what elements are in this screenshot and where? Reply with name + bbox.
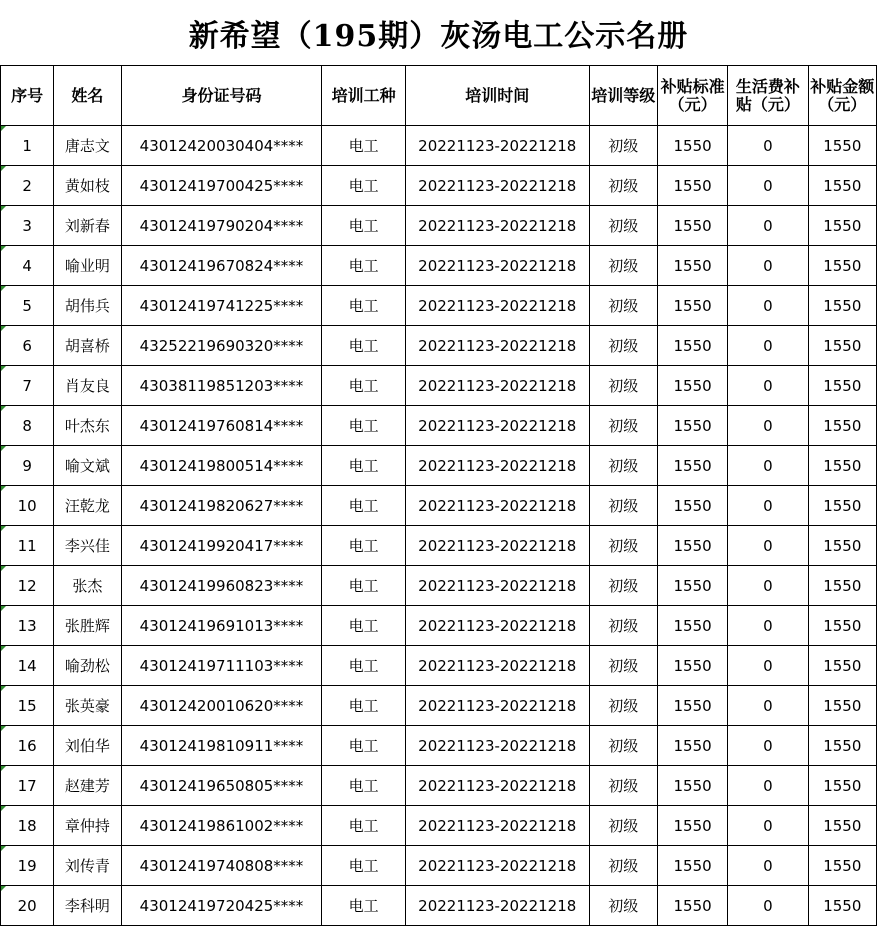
training-type-cell: 电工 (322, 366, 405, 406)
id-number-cell: 43012419650805**** (121, 766, 322, 806)
training-type-cell: 电工 (322, 326, 405, 366)
training-level-cell: 初级 (589, 246, 657, 286)
training-type-cell: 电工 (322, 286, 405, 326)
training-level-cell: 初级 (589, 566, 657, 606)
table-row (1, 526, 877, 566)
id-number-cell: 43012419800514**** (121, 446, 322, 486)
training-time-cell: 20221123-20221218 (405, 606, 589, 646)
living-subsidy-cell: 0 (728, 486, 808, 526)
training-time-cell: 20221123-20221218 (405, 406, 589, 446)
serial-number-cell: 14 (1, 646, 54, 686)
training-time-cell: 20221123-20221218 (405, 766, 589, 806)
training-time-cell: 20221123-20221218 (405, 166, 589, 206)
living-subsidy-cell: 0 (728, 526, 808, 566)
training-type-cell: 电工 (322, 406, 405, 446)
living-subsidy-cell: 0 (728, 726, 808, 766)
id-number-cell: 43012419920417**** (121, 526, 322, 566)
training-level-cell: 初级 (589, 766, 657, 806)
subsidy-standard-cell: 1550 (657, 326, 727, 366)
name-cell: 赵建芳 (54, 766, 121, 806)
serial-number-cell: 18 (1, 806, 54, 846)
training-level-cell: 初级 (589, 726, 657, 766)
id-number-cell: 43012419760814**** (121, 406, 322, 446)
table-row (1, 446, 877, 486)
name-cell: 黄如枝 (54, 166, 121, 206)
subsidy-standard-cell: 1550 (657, 486, 727, 526)
table-row (1, 686, 877, 726)
training-type-cell: 电工 (322, 606, 405, 646)
subsidy-standard-cell: 1550 (657, 566, 727, 606)
id-number-cell: 43012419670824**** (121, 246, 322, 286)
subsidy-standard-cell: 1550 (657, 286, 727, 326)
training-level-cell: 初级 (589, 166, 657, 206)
training-time-cell: 20221123-20221218 (405, 446, 589, 486)
training-type-cell: 电工 (322, 686, 405, 726)
serial-number-cell: 2 (1, 166, 54, 206)
serial-number-cell: 12 (1, 566, 54, 606)
header-training-level: 培训等级 (589, 66, 657, 126)
subsidy-standard-cell: 1550 (657, 726, 727, 766)
subsidy-amount-cell: 1550 (808, 446, 876, 486)
training-time-cell: 20221123-20221218 (405, 686, 589, 726)
table-row (1, 846, 877, 886)
subsidy-standard-cell: 1550 (657, 766, 727, 806)
name-cell: 胡喜桥 (54, 326, 121, 366)
subsidy-standard-cell: 1550 (657, 406, 727, 446)
table-row (1, 206, 877, 246)
subsidy-standard-cell: 1550 (657, 446, 727, 486)
header-row (1, 66, 877, 126)
training-time-cell: 20221123-20221218 (405, 886, 589, 926)
header-name: 姓名 (54, 66, 121, 126)
subsidy-amount-cell: 1550 (808, 566, 876, 606)
living-subsidy-cell: 0 (728, 366, 808, 406)
name-cell: 李兴佳 (54, 526, 121, 566)
name-cell: 唐志文 (54, 126, 121, 166)
training-type-cell: 电工 (322, 166, 405, 206)
subsidy-amount-cell: 1550 (808, 246, 876, 286)
serial-number-cell: 16 (1, 726, 54, 766)
table-row (1, 406, 877, 446)
training-time-cell: 20221123-20221218 (405, 206, 589, 246)
header-serial-number: 序号 (1, 66, 54, 126)
training-time-cell: 20221123-20221218 (405, 726, 589, 766)
training-level-cell: 初级 (589, 486, 657, 526)
serial-number-cell: 9 (1, 446, 54, 486)
training-level-cell: 初级 (589, 846, 657, 886)
id-number-cell: 43038119851203**** (121, 366, 322, 406)
training-time-cell: 20221123-20221218 (405, 646, 589, 686)
training-time-cell: 20221123-20221218 (405, 286, 589, 326)
serial-number-cell: 3 (1, 206, 54, 246)
serial-number-cell: 17 (1, 766, 54, 806)
header-training-type: 培训工种 (322, 66, 405, 126)
training-level-cell: 初级 (589, 886, 657, 926)
training-time-cell: 20221123-20221218 (405, 326, 589, 366)
id-number-cell: 43012419720425**** (121, 886, 322, 926)
serial-number-cell: 1 (1, 126, 54, 166)
header-subsidy-amount: 补贴金额（元） (808, 66, 876, 126)
name-cell: 喻文斌 (54, 446, 121, 486)
subsidy-standard-cell: 1550 (657, 246, 727, 286)
id-number-cell: 43012419861002**** (121, 806, 322, 846)
serial-number-cell: 13 (1, 606, 54, 646)
training-type-cell: 电工 (322, 566, 405, 606)
header-id-number: 身份证号码 (121, 66, 322, 126)
training-level-cell: 初级 (589, 526, 657, 566)
table-row (1, 726, 877, 766)
subsidy-standard-cell: 1550 (657, 846, 727, 886)
table-row (1, 126, 877, 166)
serial-number-cell: 15 (1, 686, 54, 726)
living-subsidy-cell: 0 (728, 446, 808, 486)
subsidy-standard-cell: 1550 (657, 166, 727, 206)
training-level-cell: 初级 (589, 646, 657, 686)
subsidy-amount-cell: 1550 (808, 766, 876, 806)
name-cell: 喻业明 (54, 246, 121, 286)
training-type-cell: 电工 (322, 846, 405, 886)
id-number-cell: 43012419790204**** (121, 206, 322, 246)
living-subsidy-cell: 0 (728, 566, 808, 606)
training-type-cell: 电工 (322, 486, 405, 526)
living-subsidy-cell: 0 (728, 686, 808, 726)
subsidy-standard-cell: 1550 (657, 886, 727, 926)
table-row (1, 806, 877, 846)
name-cell: 叶杰东 (54, 406, 121, 446)
id-number-cell: 43012419741225**** (121, 286, 322, 326)
header-subsidy-standard: 补贴标准（元） (657, 66, 727, 126)
id-number-cell: 43012420030404**** (121, 126, 322, 166)
subsidy-amount-cell: 1550 (808, 686, 876, 726)
name-cell: 胡伟兵 (54, 286, 121, 326)
serial-number-cell: 7 (1, 366, 54, 406)
training-level-cell: 初级 (589, 366, 657, 406)
training-level-cell: 初级 (589, 806, 657, 846)
serial-number-cell: 6 (1, 326, 54, 366)
serial-number-cell: 5 (1, 286, 54, 326)
table-row (1, 366, 877, 406)
subsidy-amount-cell: 1550 (808, 726, 876, 766)
table-row (1, 486, 877, 526)
subsidy-amount-cell: 1550 (808, 406, 876, 446)
living-subsidy-cell: 0 (728, 246, 808, 286)
table-row (1, 766, 877, 806)
serial-number-cell: 10 (1, 486, 54, 526)
living-subsidy-cell: 0 (728, 646, 808, 686)
roster-body (1, 126, 877, 926)
living-subsidy-cell: 0 (728, 206, 808, 246)
training-level-cell: 初级 (589, 326, 657, 366)
id-number-cell: 43012419740808**** (121, 846, 322, 886)
subsidy-amount-cell: 1550 (808, 366, 876, 406)
training-time-cell: 20221123-20221218 (405, 566, 589, 606)
table-row (1, 646, 877, 686)
subsidy-standard-cell: 1550 (657, 646, 727, 686)
subsidy-amount-cell: 1550 (808, 326, 876, 366)
subsidy-amount-cell: 1550 (808, 526, 876, 566)
training-time-cell: 20221123-20221218 (405, 486, 589, 526)
id-number-cell: 43012420010620**** (121, 686, 322, 726)
id-number-cell: 43012419960823**** (121, 566, 322, 606)
living-subsidy-cell: 0 (728, 126, 808, 166)
subsidy-standard-cell: 1550 (657, 606, 727, 646)
subsidy-standard-cell: 1550 (657, 126, 727, 166)
training-type-cell: 电工 (322, 726, 405, 766)
id-number-cell: 43012419711103**** (121, 646, 322, 686)
name-cell: 刘传青 (54, 846, 121, 886)
training-level-cell: 初级 (589, 286, 657, 326)
living-subsidy-cell: 0 (728, 166, 808, 206)
training-time-cell: 20221123-20221218 (405, 126, 589, 166)
training-type-cell: 电工 (322, 446, 405, 486)
table-row (1, 606, 877, 646)
subsidy-amount-cell: 1550 (808, 846, 876, 886)
training-time-cell: 20221123-20221218 (405, 366, 589, 406)
name-cell: 汪乾龙 (54, 486, 121, 526)
training-time-cell: 20221123-20221218 (405, 246, 589, 286)
training-time-cell: 20221123-20221218 (405, 806, 589, 846)
training-level-cell: 初级 (589, 606, 657, 646)
living-subsidy-cell: 0 (728, 326, 808, 366)
subsidy-standard-cell: 1550 (657, 366, 727, 406)
training-type-cell: 电工 (322, 526, 405, 566)
table-row (1, 886, 877, 926)
subsidy-amount-cell: 1550 (808, 206, 876, 246)
name-cell: 肖友良 (54, 366, 121, 406)
id-number-cell: 43012419700425**** (121, 166, 322, 206)
name-cell: 张杰 (54, 566, 121, 606)
training-level-cell: 初级 (589, 126, 657, 166)
name-cell: 张胜辉 (54, 606, 121, 646)
subsidy-amount-cell: 1550 (808, 646, 876, 686)
subsidy-standard-cell: 1550 (657, 686, 727, 726)
page-title: 新希望（195期）灰汤电工公示名册 (188, 18, 689, 54)
training-type-cell: 电工 (322, 126, 405, 166)
serial-number-cell: 4 (1, 246, 54, 286)
table-row (1, 246, 877, 286)
subsidy-standard-cell: 1550 (657, 206, 727, 246)
name-cell: 刘伯华 (54, 726, 121, 766)
table-row (1, 566, 877, 606)
name-cell: 张英豪 (54, 686, 121, 726)
training-type-cell: 电工 (322, 646, 405, 686)
living-subsidy-cell: 0 (728, 806, 808, 846)
living-subsidy-cell: 0 (728, 766, 808, 806)
roster-table (0, 65, 877, 926)
training-level-cell: 初级 (589, 206, 657, 246)
training-type-cell: 电工 (322, 766, 405, 806)
training-level-cell: 初级 (589, 686, 657, 726)
subsidy-amount-cell: 1550 (808, 126, 876, 166)
serial-number-cell: 11 (1, 526, 54, 566)
name-cell: 章仲持 (54, 806, 121, 846)
training-type-cell: 电工 (322, 806, 405, 846)
living-subsidy-cell: 0 (728, 886, 808, 926)
name-cell: 喻劲松 (54, 646, 121, 686)
subsidy-amount-cell: 1550 (808, 806, 876, 846)
training-time-cell: 20221123-20221218 (405, 526, 589, 566)
subsidy-amount-cell: 1550 (808, 886, 876, 926)
header-living-subsidy: 生活费补贴（元） (728, 66, 808, 126)
training-level-cell: 初级 (589, 446, 657, 486)
table-row (1, 326, 877, 366)
training-type-cell: 电工 (322, 246, 405, 286)
subsidy-amount-cell: 1550 (808, 486, 876, 526)
training-time-cell: 20221123-20221218 (405, 846, 589, 886)
header-training-time: 培训时间 (405, 66, 589, 126)
subsidy-amount-cell: 1550 (808, 286, 876, 326)
training-type-cell: 电工 (322, 206, 405, 246)
id-number-cell: 43012419810911**** (121, 726, 322, 766)
living-subsidy-cell: 0 (728, 406, 808, 446)
living-subsidy-cell: 0 (728, 606, 808, 646)
living-subsidy-cell: 0 (728, 286, 808, 326)
table-row (1, 166, 877, 206)
subsidy-standard-cell: 1550 (657, 526, 727, 566)
serial-number-cell: 20 (1, 886, 54, 926)
id-number-cell: 43252219690320**** (121, 326, 322, 366)
training-level-cell: 初级 (589, 406, 657, 446)
serial-number-cell: 19 (1, 846, 54, 886)
subsidy-standard-cell: 1550 (657, 806, 727, 846)
subsidy-amount-cell: 1550 (808, 166, 876, 206)
training-type-cell: 电工 (322, 886, 405, 926)
subsidy-amount-cell: 1550 (808, 606, 876, 646)
serial-number-cell: 8 (1, 406, 54, 446)
id-number-cell: 43012419691013**** (121, 606, 322, 646)
table-row (1, 286, 877, 326)
id-number-cell: 43012419820627**** (121, 486, 322, 526)
living-subsidy-cell: 0 (728, 846, 808, 886)
name-cell: 刘新春 (54, 206, 121, 246)
name-cell: 李科明 (54, 886, 121, 926)
